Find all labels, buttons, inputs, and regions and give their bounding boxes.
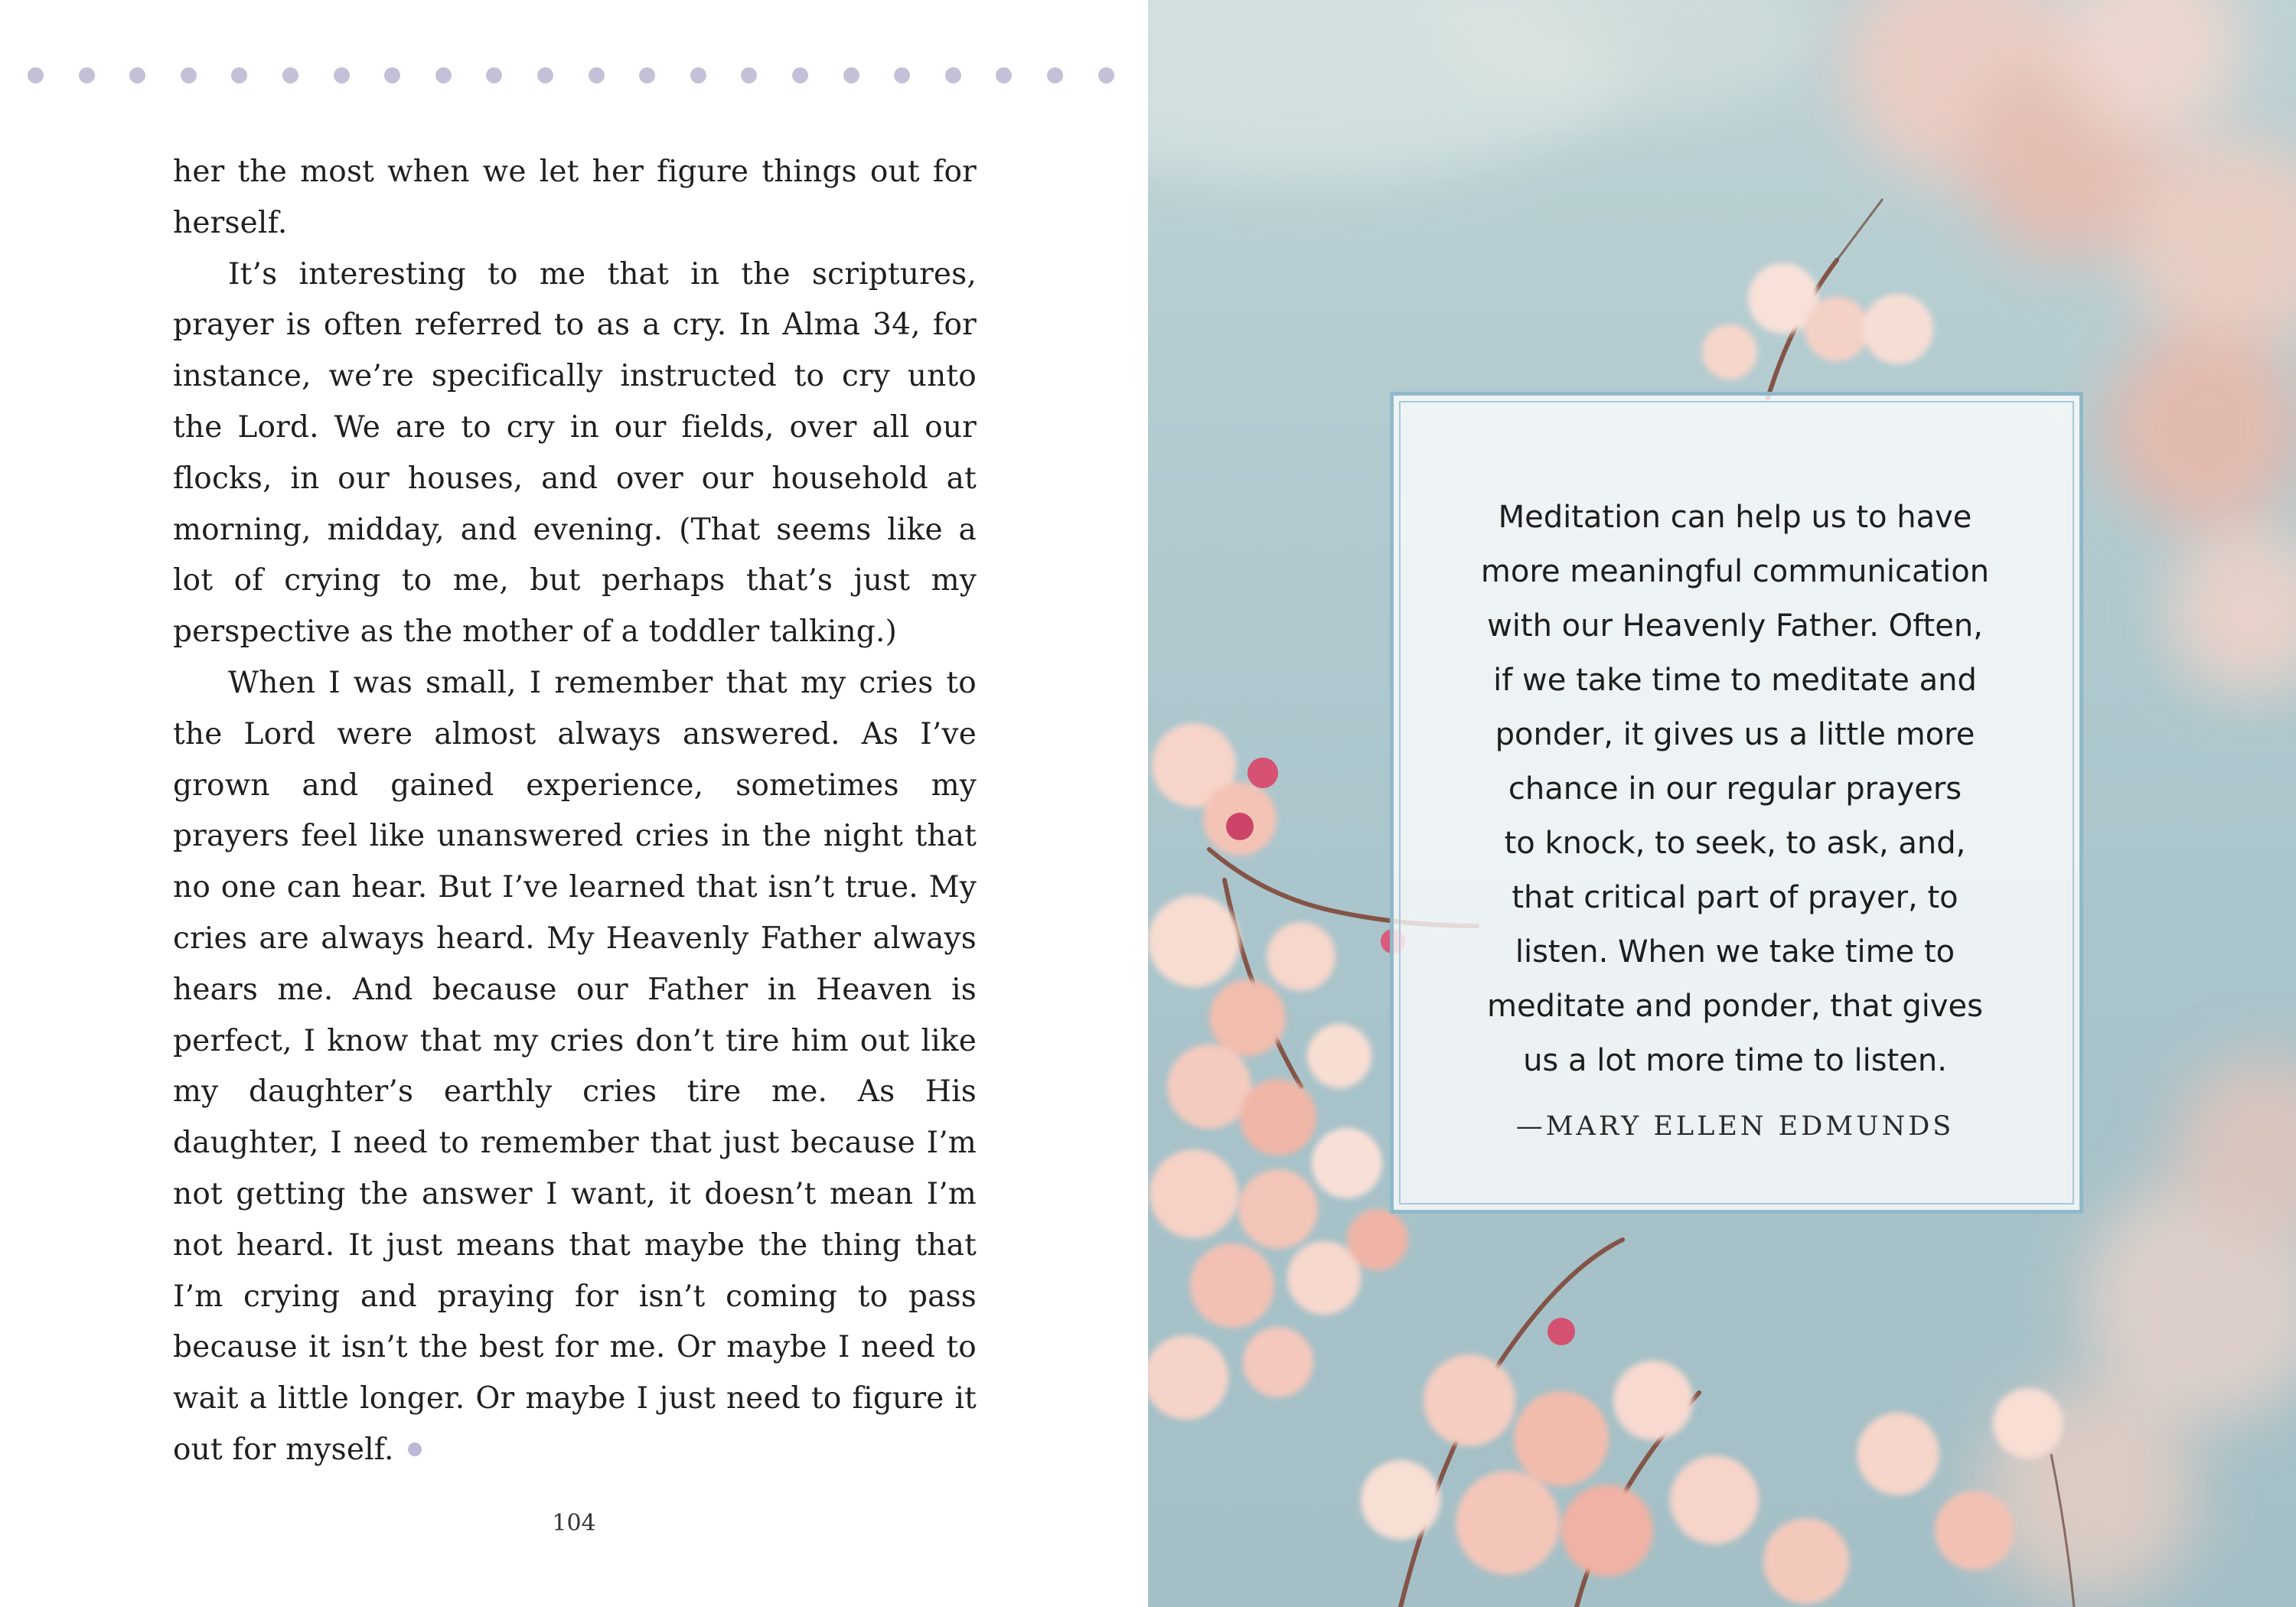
quote-text: Meditation can help us to have more meaningful communication with our Heavenly Father. Often, if we take time to meditate and ponder, it gives us a little more chance in our regular prayers to knock, to seek, to ask, and, that critical part of prayer, to listen. When we take time to meditate and ponder, that gives us a lot more time to listen. <box>1480 500 1990 1078</box>
body-text <box>173 147 977 1476</box>
quote-box <box>1390 392 2083 1214</box>
decorative-dot-icon <box>741 67 757 83</box>
paragraph: her the most when we let her figure things out for herself. <box>173 155 977 240</box>
decorative-dot-icon <box>231 67 247 83</box>
decorative-dot-icon <box>486 67 502 83</box>
decorative-dot-icon <box>1047 67 1063 83</box>
decorative-dot-icon <box>792 67 808 83</box>
decorative-dot-icon <box>639 67 655 83</box>
decorative-dot-icon <box>537 67 553 83</box>
decorative-dot-icon <box>945 67 961 83</box>
decorative-dot-icon <box>28 67 44 83</box>
decorative-dot-icon <box>181 67 197 83</box>
decorative-dot-icon <box>894 67 910 83</box>
end-of-section-dot-icon <box>408 1442 422 1456</box>
paragraph-text: When I was small, I remember that my cries to the Lord were almost always answered. As I’ve grown and gained experience, sometimes my prayers feel like unanswered cries in the night that no one can hear. But I’ve learned that isn’t true. My cries are always heard. My Heavenly Father always hears me. And because our Father in Heaven is perfect, I know that my cries don’t tire him out like my daughter’s earthly cries tire me. As His daughter, I need to remember that just because I’m not getting the answer I want, it doesn’t mean I’m not heard. It just means that maybe the thing that I’m crying and praying for isn’t coming to pass because it isn’t the best for me. Or maybe I need to wait a little longer. Or maybe I just need to figure it out for myself. <box>173 665 977 1467</box>
decorative-dot-icon <box>1098 67 1114 83</box>
decorative-dot-icon <box>129 67 145 83</box>
decorative-dot-icon <box>282 67 298 83</box>
decorative-dot-icon <box>589 67 605 83</box>
page-number: 104 <box>552 1510 596 1537</box>
decorative-dot-icon <box>384 67 400 83</box>
quote-author: —MARY ELLEN EDMUNDS <box>1515 1111 1955 1142</box>
decorative-dot-icon <box>435 67 452 83</box>
paragraph: It’s interesting to me that in the scriptures, prayer is often referred to as a cry. In Alma 34, for instance, we’re specifically instructed to cry unto the Lord. We are to cry in our fields, over all our flocks, in our houses, and over our household at morning, midday, and evening. (That seems like a lot of crying to me, but perhaps that’s just my perspective as the mother of a toddler talking.) <box>173 256 977 650</box>
decorative-dot-icon <box>79 67 95 83</box>
decorative-dot-icon <box>996 67 1012 83</box>
paragraph <box>173 658 977 1476</box>
decorative-dot-icon <box>334 67 350 83</box>
right-page-photo <box>1148 0 2296 1607</box>
decorative-dot-row <box>28 67 1122 90</box>
decorative-dot-icon <box>843 67 859 83</box>
decorative-dot-icon <box>690 67 706 83</box>
